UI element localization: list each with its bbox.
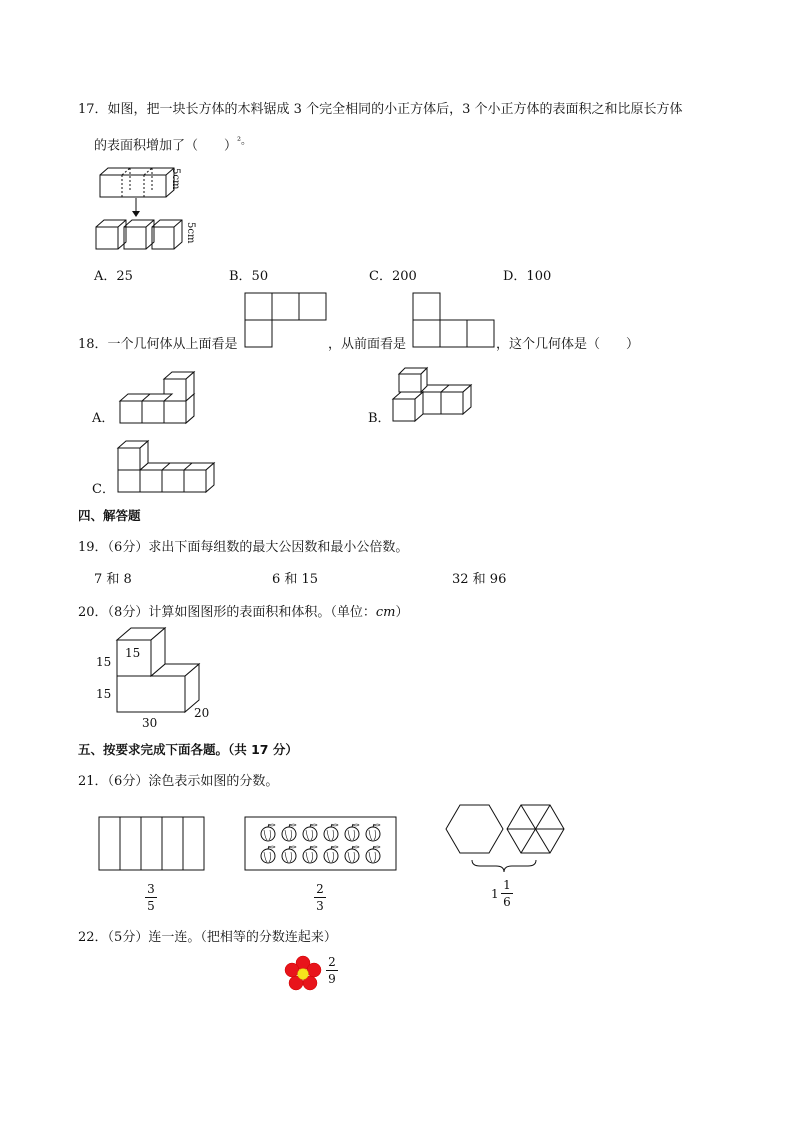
q18-text-b: ，从前面看是 <box>328 337 407 352</box>
q20-label-depth: 20 <box>194 706 210 720</box>
q18-option-a-figure[interactable] <box>116 366 206 426</box>
q22-frac-den: 9 <box>328 972 336 986</box>
q18-label-c[interactable]: C． <box>92 482 115 497</box>
q20-figure <box>115 632 205 716</box>
q21-frac1-den: 5 <box>147 899 155 913</box>
section-5-title: 五、按要求完成下面各题。（共 17 分） <box>78 742 298 757</box>
q22-frac-num: 2 <box>328 955 336 969</box>
q17-line2 <box>94 132 251 156</box>
q20-label-left-top: 15 <box>96 655 112 669</box>
q17-cuboid-figure <box>94 165 204 260</box>
q18-top-view <box>245 293 329 351</box>
q18-label-a[interactable]: A． <box>92 411 115 426</box>
q21-fraction-2 <box>314 882 326 913</box>
q20-label-bottom: 30 <box>142 716 158 730</box>
q17-option-a[interactable]: A．25 <box>94 269 133 284</box>
q17-option-d[interactable]: D．100 <box>503 269 552 284</box>
q21-apples-figure[interactable] <box>245 817 397 871</box>
q17-dim-top: 5cm <box>170 168 181 190</box>
q20-text <box>78 603 408 623</box>
q19-group-1: 7 和 8 <box>94 572 132 587</box>
flower-icon[interactable] <box>284 955 322 991</box>
q21-frac2-num: 2 <box>316 882 324 896</box>
apple-icons <box>261 824 380 863</box>
fraction-bar <box>326 970 338 971</box>
q21-fraction-1 <box>145 882 157 913</box>
q19-text: 19．（6分）求出下面每组数的最大公因数和最小公倍数。 <box>78 540 409 555</box>
q19-group-2: 6 和 15 <box>272 572 319 587</box>
q19-group-3: 32 和 96 <box>452 572 507 587</box>
q17-option-b[interactable]: B．50 <box>229 269 269 284</box>
q21-frac3-num: 1 <box>503 878 511 892</box>
q20-label-top-inner: 15 <box>125 646 141 660</box>
q21-frac1-num: 3 <box>147 882 155 896</box>
q21-fraction-3 <box>501 878 513 909</box>
q20-label-left-bottom: 15 <box>96 687 112 701</box>
q21-rectangle-figure[interactable] <box>99 817 205 871</box>
q20-close: ） <box>395 605 409 620</box>
q20-text-main: 20．（8分）计算如图图形的表面积和体积。（单位： <box>78 605 376 620</box>
q17-option-c[interactable]: C．200 <box>369 269 417 284</box>
fraction-bar <box>314 897 326 898</box>
section-4-title: 四、解答题 <box>78 508 141 523</box>
q20-unit: cm <box>375 605 396 620</box>
q18-label-b[interactable]: B． <box>368 411 391 426</box>
q18-option-c-figure[interactable] <box>116 438 220 496</box>
q21-frac3-den: 6 <box>503 895 511 909</box>
q22-text: 22．（5分）连一连。（把相等的分数连起来） <box>78 930 337 945</box>
q18-text-a: 18．一个几何体从上面看是 <box>78 337 238 352</box>
q17-line1: 17．如图，把一块长方体的木料锯成 3 个完全相同的小正方体后，3 个小正方体的表面积之和比原长方体 <box>78 102 683 117</box>
q17-dim-bottom: 5cm <box>185 222 196 244</box>
q21-frac3-whole: 1 <box>491 887 499 901</box>
q21-frac2-den: 3 <box>316 899 324 913</box>
q21-text: 21．（6分）涂色表示如图的分数。 <box>78 774 279 789</box>
q21-hexagons-figure[interactable] <box>444 800 566 880</box>
q22-fraction <box>326 955 338 986</box>
q18-option-b-figure[interactable] <box>391 364 476 426</box>
q17-unit: ²。 <box>237 136 252 147</box>
q17-line2-text: 的表面积增加了（ ） <box>94 138 238 154</box>
fraction-bar <box>145 897 157 898</box>
q18-front-view <box>413 293 497 351</box>
q18-text-c: ，这个几何体是（ ） <box>496 337 640 352</box>
fraction-bar <box>501 893 513 894</box>
